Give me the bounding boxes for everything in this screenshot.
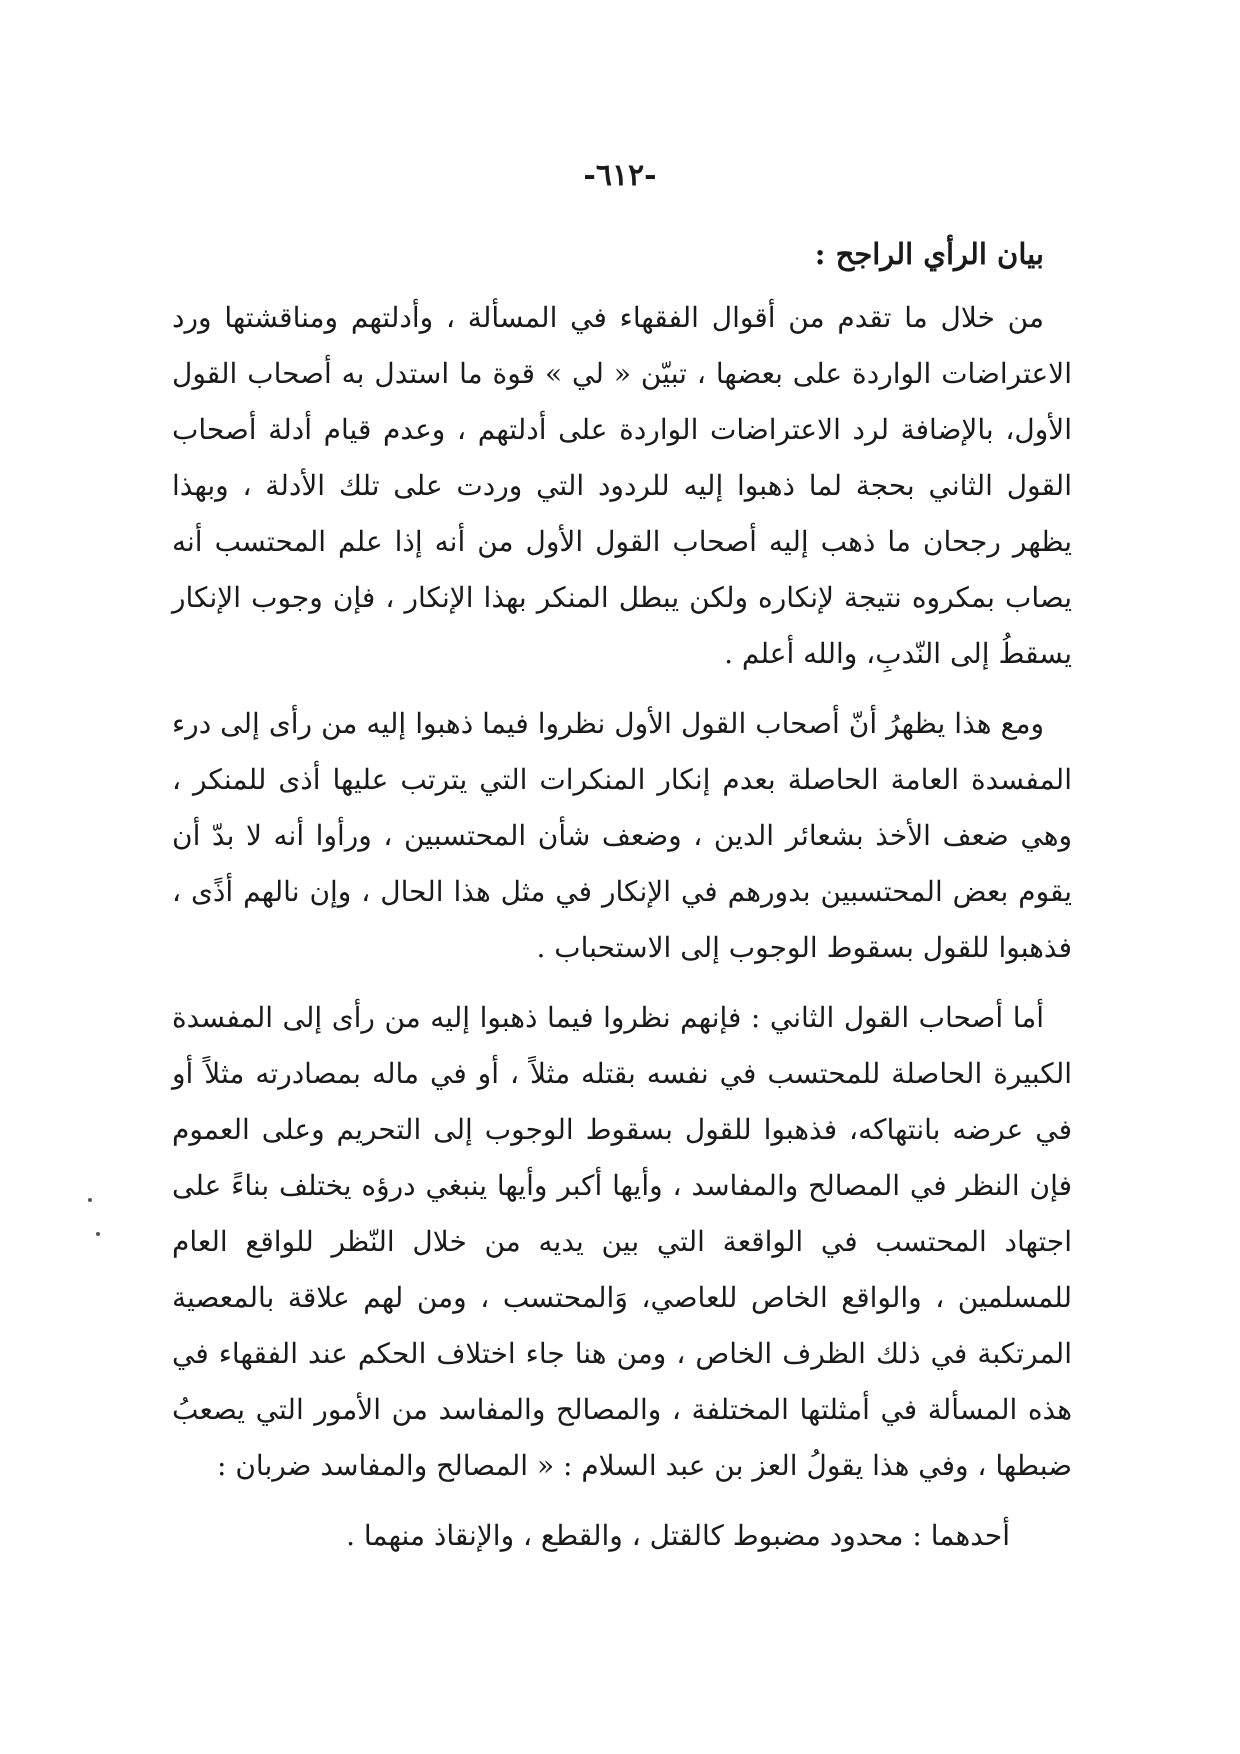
paragraph-1-text: من خلال ما تقدم من أقوال الفقهاء في المسألة ، وأدلتهم ومناقشتها ورد الاعتراضات الواردة على بعضها ، تبيّن « لي » قوة ما استدل به أصحاب القول الأول، بالإضافة لرد الاعتراضات الواردة على أدلتهم ، وعدم قيام أدلة أصحاب القول الثاني بحجة لما ذهبوا إليه للردود التي وردت على تلك الأدلة ، وبهذا يظهر رجحان ما ذهب إليه أصحاب القول الأول من أنه إذا علم المحتسب أنه يصاب بمكروه نتيجة لإنكاره ولكن يبطل المنكر بهذا الإنكار ، فإن وجوب الإنكار يسقطُ إلى النّدبِ، والله أعلم . [172, 301, 1072, 670]
paragraph-1 [172, 290, 1072, 682]
page-body [172, 228, 1072, 1564]
paragraph-2 [172, 696, 1072, 976]
section-heading: بيان الرأي الراجح : [814, 237, 1044, 271]
paragraph-2-text: ومع هذا يظهرُ أنّ أصحاب القول الأول نظروا فيما ذهبوا إليه من رأى إلى درء المفسدة العامة الحاصلة بعدم إنكار المنكرات التي يترتب عليها أذى للمنكر ، وهي ضعف الأخذ بشعائر الدين ، وضعف شأن المحتسبين ، ورأوا أنه لا بدّ أن يقوم بعض المحتسبين بدورهم في الإنكار في مثل هذا الحال ، وإن نالهم أذًى ، فذهبوا للقول بسقوط الوجوب إلى الاستحباب . [172, 707, 1072, 964]
page-number: -٦١٢- [583, 158, 657, 193]
paragraph-3-text: أما أصحاب القول الثاني : فإنهم نظروا فيما ذهبوا إليه من رأى إلى المفسدة الكبيرة الحاصلة للمحتسب في نفسه بقتله مثلاً ، أو في ماله بمصادرته مثلاً أو في عرضه بانتهاكه، فذهبوا للقول بسقوط الوجوب إلى التحريم وعلى العموم فإن النظر في المصالح والمفاسد ، وأيها أكبر وأيها ينبغي درؤه يختلف بناءً على اجتهاد المحتسب في الواقعة التي بين يديه من خلال النّظر للواقع العام للمسلمين ، والواقع الخاص للعاصي، وَالمحتسب ، ومن لهم علاقة بالمعصية المرتكبة في ذلك الظرف الخاص ، ومن هنا جاء اختلاف الحكم عند الفقهاء في هذه المسألة في أمثلتها المختلفة ، والمصالح والمفاسد من الأمور التي يصعبُ ضبطها ، وفي هذا يقولُ العز بن عبد السلام : « المصالح والمفاسد ضربان : [172, 1001, 1072, 1482]
scan-speck [96, 1232, 100, 1236]
list-item-first: أحدهما : محدود مضبوط كالقتل ، والقطع ، والإنقاذ منهما . [346, 1519, 1010, 1552]
scan-speck [88, 1198, 92, 1202]
paragraph-3 [172, 990, 1072, 1494]
